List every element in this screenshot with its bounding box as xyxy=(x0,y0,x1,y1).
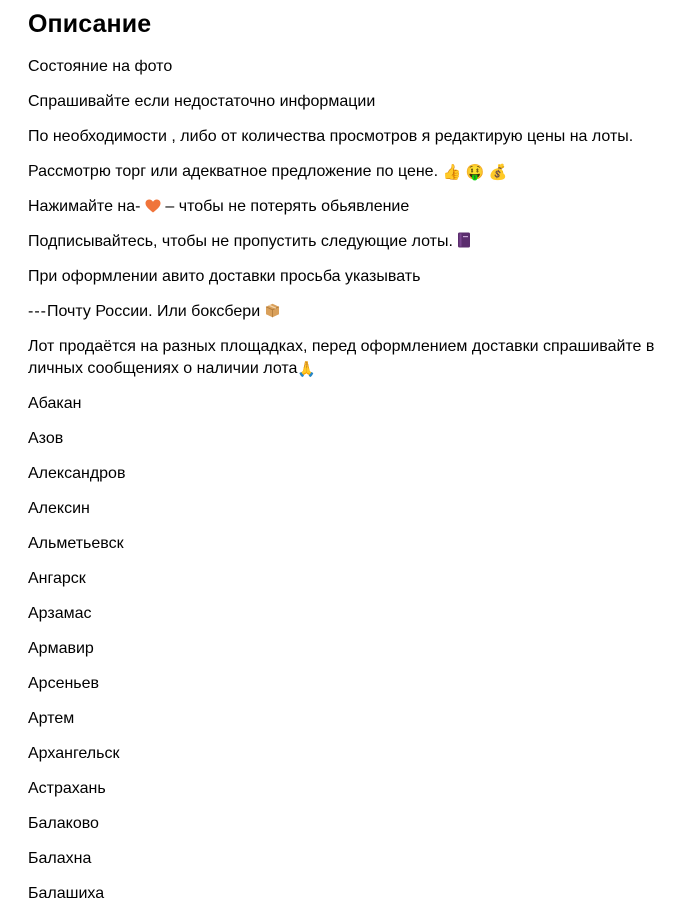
list-item: Балаково xyxy=(28,815,99,832)
description-line: ---Почту России. Или боксбери xyxy=(28,301,678,323)
package-icon xyxy=(265,303,280,318)
list-item: Ангарск xyxy=(28,570,86,587)
list-item: Алексин xyxy=(28,500,90,517)
money-bag-icon: 💰 xyxy=(488,163,508,181)
description-line: Состояние на фото xyxy=(28,58,173,75)
thumbs-up-icon: 👍 xyxy=(442,163,462,181)
list-item: Армавир xyxy=(28,640,94,657)
description-line: Подписывайтесь, чтобы не пропустить следующие лоты. xyxy=(28,231,678,253)
list-item: Балахна xyxy=(28,850,92,867)
city-list xyxy=(28,393,678,905)
list-item: Астрахань xyxy=(28,780,106,797)
description-line: Рассмотрю торг или адекватное предложение по цене. 👍 🤑 💰 xyxy=(28,163,508,181)
description-line: Спрашивайте если недостаточно информации xyxy=(28,93,376,110)
list-item: Арсеньев xyxy=(28,675,100,692)
money-face-icon: 🤑 xyxy=(465,163,485,181)
description-line: Лот продаётся на разных площадках, перед оформлением доставки спрашивайте в личных сообщениях о наличии лота🙏 xyxy=(28,338,655,378)
description-line: По необходимости , либо от количества просмотров я редактирую цены на лоты. xyxy=(28,128,634,145)
heart-icon xyxy=(145,199,161,213)
list-item: Артем xyxy=(28,710,75,727)
praying-hands-icon: 🙏 xyxy=(297,360,317,378)
list-item: Александров xyxy=(28,465,126,482)
list-item: Азов xyxy=(28,430,64,447)
list-item: Арзамас xyxy=(28,605,92,622)
description-line: При оформлении авито доставки просьба указывать xyxy=(28,268,421,285)
list-item: Альметьевск xyxy=(28,535,124,552)
list-item: Абакан xyxy=(28,395,82,412)
book-icon xyxy=(457,232,471,248)
description-body xyxy=(28,56,678,918)
list-item: Архангельск xyxy=(28,745,120,762)
section-title: Описание xyxy=(28,10,152,38)
list-item: Балашиха xyxy=(28,885,105,902)
description-line: Нажимайте на- – чтобы не потерять обьявление xyxy=(28,198,410,215)
